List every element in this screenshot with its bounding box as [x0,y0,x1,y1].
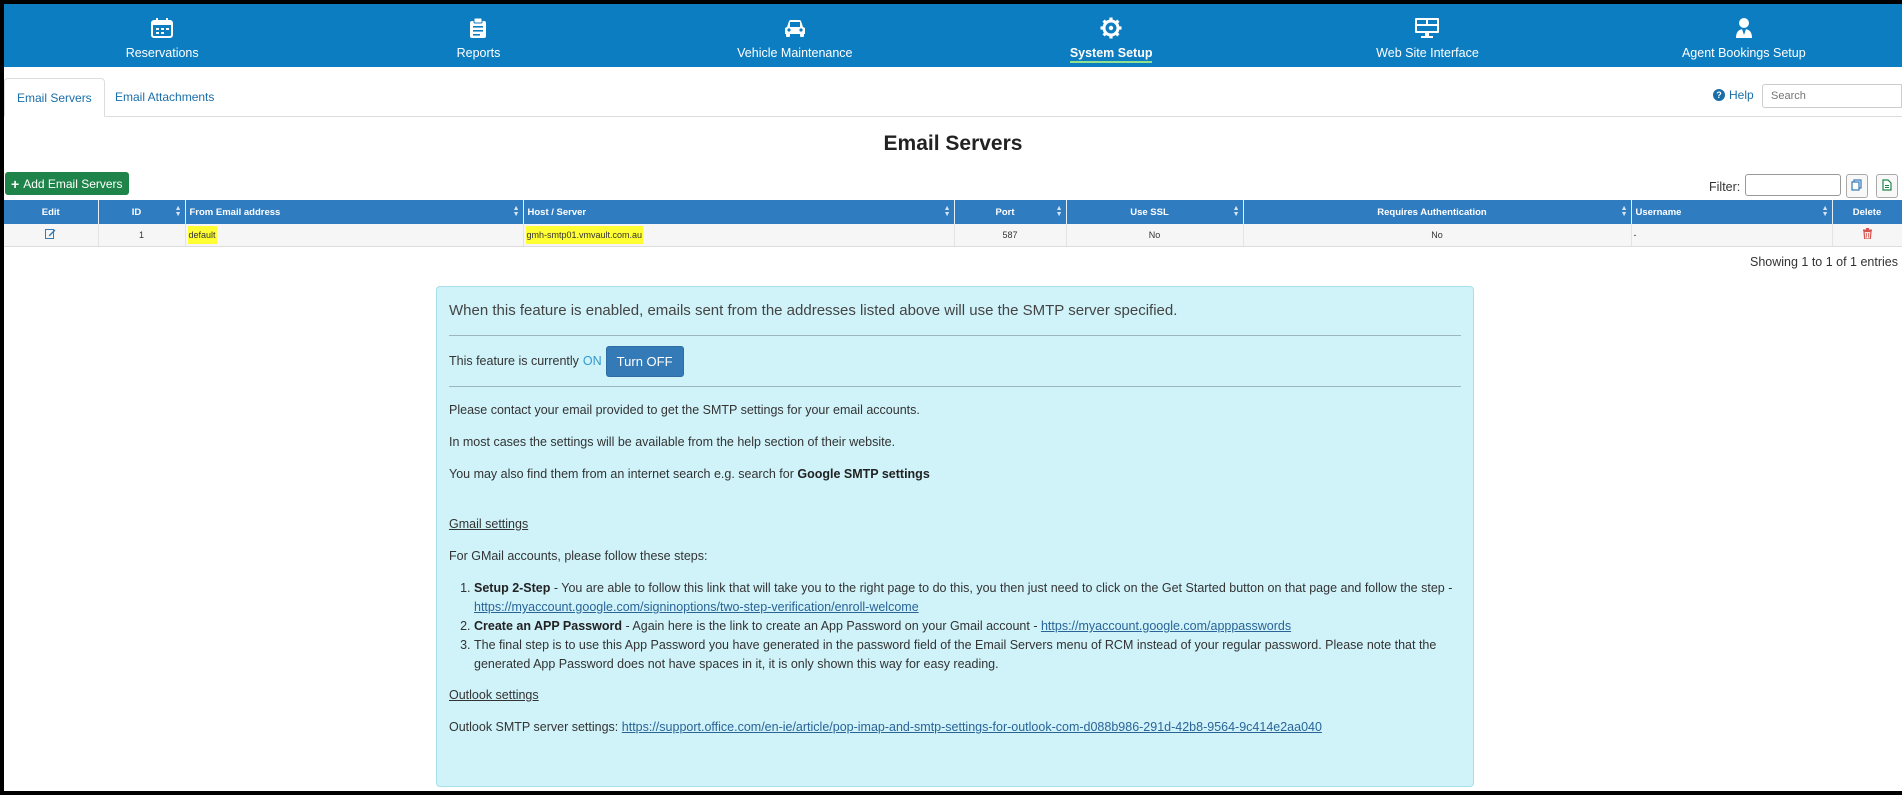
clipboard-icon [465,16,491,40]
trash-icon[interactable] [1863,231,1872,241]
column-header-host[interactable]: Host / Server ▲ ▼ [523,200,954,224]
two-step-link[interactable]: https://myaccount.google.com/signinoptions/two-step-verification/enroll-welcome [474,600,919,614]
tab-bar [4,78,1902,117]
list-item: 3. The final step is to use this App Password you have generated in the password field of the Email Servers menu of RCM instead of your regular password. Please note that the generated App Password does not have spaces in it, it is only shown this way for easy reading. [474,636,1461,674]
status-value: ON [582,354,602,368]
table-info: Showing 1 to 1 of 1 entries [1749,255,1898,269]
nav-system-setup[interactable] [953,4,1269,67]
column-header-edit[interactable]: Edit [4,200,98,224]
outlook-paragraph: Outlook SMTP server settings: https://support.office.com/en-ie/article/pop-imap-and-smtp-settings-for-outlook-com-d088b986-291d-42b8-9564-9c414e2aa040 [449,720,1322,734]
from-email-cell [185,224,523,246]
help-link[interactable] [1713,88,1754,102]
gmail-steps [449,579,1461,674]
edit-cell[interactable] [4,224,98,246]
tab-email-attachments[interactable]: Email Attachments [115,90,215,104]
sort-icon: ▲ ▼ [174,205,182,218]
info-lead: When this feature is enabled, emails sent from the addresses listed above will use the SMTP server specified. [449,302,1178,319]
search-term: Google SMTP settings [797,467,930,481]
email-servers-table [4,200,1902,247]
feature-status-row [449,345,1461,377]
info-paragraph: Please contact your email provided to get the SMTP settings for your email accounts. [449,403,920,417]
outlook-settings-link[interactable]: https://support.office.com/en-ie/article/pop-imap-and-smtp-settings-for-outlook-com-d088b986-291d-42b8-9564-9c414e2aa040 [621,720,1322,734]
nav-label: Reports [456,46,501,60]
page-title: Email Servers [883,132,1023,155]
add-button-label: Add Email Servers [23,176,123,191]
nav-vehicle-maintenance[interactable] [637,4,953,67]
sort-icon: ▲ ▼ [943,205,951,218]
document-icon [1882,179,1892,194]
search-input[interactable] [1762,84,1902,108]
table-header-row [4,200,1902,224]
column-header-requires-auth[interactable]: Requires Authentication ▲ ▼ [1243,200,1631,224]
tab-email-servers[interactable]: Email Servers [4,78,105,117]
column-header-use-ssl[interactable]: Use SSL ▲ ▼ [1066,200,1243,224]
list-item: 1. Setup 2-Step - You are able to follow this link that will take you to the right page to do this, you then just need to click on the Get Started button on that page and follow the step - https://myaccount.google.com/signinoptions/two-step-verification/enroll-welcome [474,579,1461,617]
outlook-heading: Outlook settings [449,688,539,702]
sort-icon: ▲ ▼ [512,205,520,218]
app-passwords-link[interactable]: https://myaccount.google.com/apppasswords [1040,619,1292,633]
page [4,4,1902,791]
column-header-id[interactable]: ID ▲ ▼ [98,200,185,224]
add-email-servers-button[interactable] [5,172,129,195]
question-icon: ? [1713,89,1725,101]
delete-cell[interactable] [1832,224,1902,246]
info-paragraph: You may also find them from an internet search e.g. search for Google SMTP settings [449,467,930,481]
column-header-username[interactable]: Username ▲ ▼ [1631,200,1832,224]
table-row [4,224,1902,246]
port-cell: 587 [954,224,1066,246]
top-nav [4,4,1902,67]
nav-reservations[interactable] [4,4,320,67]
plus-icon: + [11,175,20,192]
help-label: Help [1729,88,1754,102]
sort-icon: ▲ ▼ [1620,205,1628,218]
divider [449,335,1461,336]
list-item: 2. Create an APP Password - Again here is the link to create an App Password on your Gmail account - https://myaccount.google.com/apppasswords [474,617,1461,636]
copy-icon [1851,179,1863,194]
nav-reports[interactable] [320,4,636,67]
host-value: gmh-smtp01.vmvault.com.au [526,226,644,244]
edit-icon[interactable] [45,231,56,241]
username-cell: - [1631,224,1832,246]
filter-label: Filter: [1709,180,1741,194]
requires-auth-cell: No [1243,224,1631,246]
column-header-delete[interactable]: Delete [1832,200,1902,224]
gear-icon [1098,16,1124,40]
copy-button[interactable] [1846,174,1868,198]
nav-label: Web Site Interface [1376,46,1479,60]
from-email-value: default [188,226,217,244]
nav-label: System Setup [1070,46,1153,63]
calendar-icon [149,16,175,40]
sort-icon: ▲ ▼ [1821,205,1829,218]
filter-input[interactable] [1745,174,1841,196]
host-cell [523,224,954,246]
info-paragraph: In most cases the settings will be available from the help section of their website. [449,435,896,449]
car-icon [782,16,808,40]
sort-icon: ▲ ▼ [1055,205,1063,218]
monitor-icon [1414,16,1440,40]
nav-label: Agent Bookings Setup [1681,46,1806,60]
column-header-port[interactable]: Port ▲ ▼ [954,200,1066,224]
nav-web-site-interface[interactable] [1269,4,1585,67]
info-panel [436,286,1474,787]
sort-icon: ▲ ▼ [1232,205,1240,218]
nav-agent-bookings-setup[interactable] [1586,4,1902,67]
user-icon [1731,16,1757,40]
id-cell: 1 [98,224,185,246]
status-prefix: This feature is currently [449,354,579,368]
nav-label: Reservations [125,46,199,60]
column-header-from-email[interactable]: From Email address ▲ ▼ [185,200,523,224]
nav-label: Vehicle Maintenance [737,46,853,60]
use-ssl-cell: No [1066,224,1243,246]
gmail-heading: Gmail settings [449,517,529,531]
gmail-intro: For GMail accounts, please follow these steps: [449,549,708,563]
export-csv-button[interactable] [1876,174,1898,198]
turn-off-button[interactable]: Turn OFF [606,346,684,377]
divider [449,386,1461,387]
